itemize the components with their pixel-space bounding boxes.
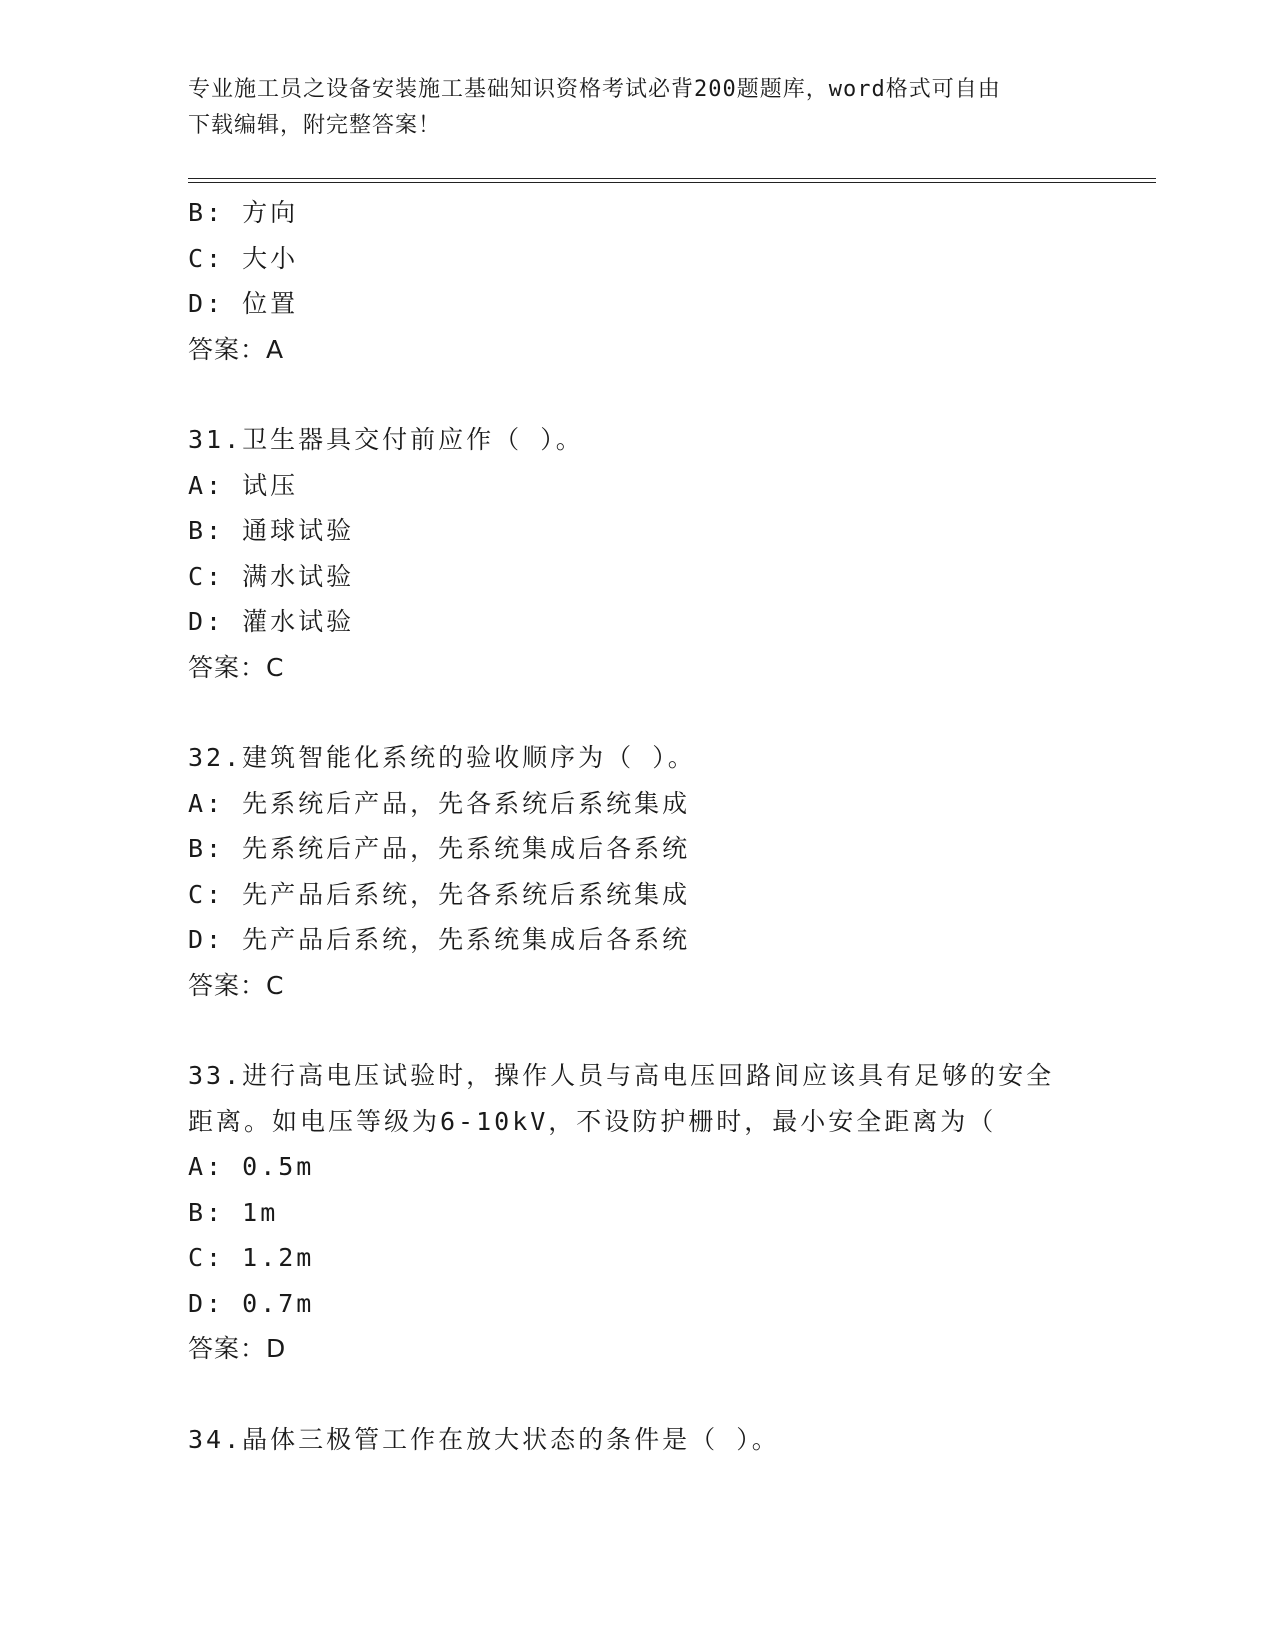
header-line-2: 下载编辑，附完整答案！ <box>188 113 442 138</box>
question-31-block <box>188 417 1088 690</box>
option-b: B: 1m <box>188 1197 279 1227</box>
question-text: 32.建筑智能化系统的验收顺序为（ ）。 <box>188 743 696 772</box>
option-d: D: 0.7m <box>188 1288 315 1318</box>
header-divider <box>188 178 1156 183</box>
answer: 答案：C <box>188 970 285 1000</box>
option-c: C: 满水试验 <box>188 561 355 591</box>
question-text: 34.晶体三极管工作在放大状态的条件是（ ）。 <box>188 1424 780 1454</box>
option-d: D: 位置 <box>188 289 299 318</box>
option-b: B: 先系统后产品，先系统集成后各系统 <box>188 834 691 863</box>
option-d: D: 先产品后系统，先系统集成后各系统 <box>188 925 691 954</box>
question-33-block <box>188 1053 1088 1372</box>
question-30-block <box>188 190 1088 372</box>
option-b: B: 方向 <box>188 198 299 227</box>
question-32-block <box>188 735 1088 1008</box>
option-a: A: 0.5m <box>188 1152 315 1181</box>
option-a: A: 试压 <box>188 470 299 500</box>
question-34-block <box>188 1417 1088 1463</box>
answer: 答案：D <box>188 1334 287 1363</box>
question-text-line-2: 距离。如电压等级为6-10kV，不设防护栅时，最小安全距离为（ <box>188 1106 997 1136</box>
option-c: C: 1.2m <box>188 1243 315 1272</box>
option-c: C: 大小 <box>188 243 299 273</box>
answer: 答案：C <box>188 652 285 682</box>
header-line-1: 专业施工员之设备安装施工基础知识资格考试必背200题题库，word格式可自由 <box>188 77 1001 102</box>
answer: 答案：A <box>188 334 285 364</box>
document-header <box>188 72 1088 144</box>
option-c: C: 先产品后系统，先各系统后系统集成 <box>188 879 691 909</box>
question-list <box>188 190 1088 1462</box>
question-text-line-1: 33.进行高电压试验时，操作人员与高电压回路间应该具有足够的安全 <box>188 1061 1055 1090</box>
option-b: B: 通球试验 <box>188 516 355 545</box>
option-a: A: 先系统后产品，先各系统后系统集成 <box>188 788 691 818</box>
question-text: 31.卫生器具交付前应作（ ）。 <box>188 425 584 454</box>
option-d: D: 灌水试验 <box>188 607 355 636</box>
